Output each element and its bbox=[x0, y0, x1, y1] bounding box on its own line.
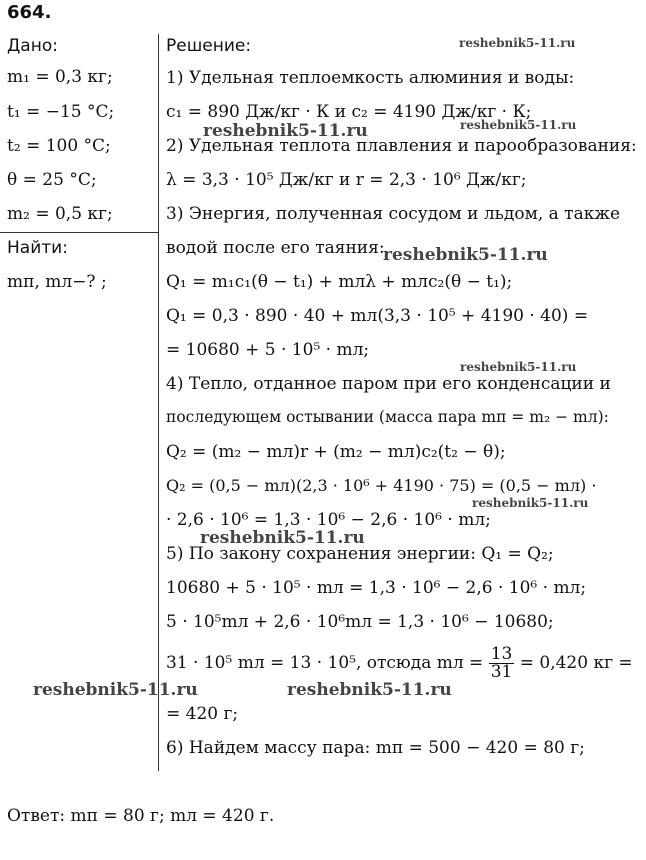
watermark: reshebnik5-11.ru bbox=[200, 528, 365, 548]
solution-line: c₁ = 890 Дж/кг · К и c₂ = 4190 Дж/кг · К; bbox=[166, 102, 532, 122]
solution-line: = 10680 + 5 · 10⁵ · mл; bbox=[166, 340, 370, 360]
given-item: t₂ = 100 °C; bbox=[7, 136, 111, 156]
solution-line: Q₂ = (0,5 − mл)(2,3 · 10⁶ + 4190 · 75) = (0,5 − mл) · bbox=[166, 476, 597, 495]
solution-line: последующем остывании (масса пара mп = m₂ − mл): bbox=[166, 408, 609, 426]
watermark: reshebnik5-11.ru bbox=[33, 680, 198, 700]
watermark: reshebnik5-11.ru bbox=[383, 245, 548, 265]
solution-line: 1) Удельная теплоемкость алюминия и воды: bbox=[166, 68, 575, 88]
find-value: mп, mл−? ; bbox=[7, 272, 107, 292]
fraction-suffix: = 0,420 кг = bbox=[514, 653, 633, 673]
fraction-denominator: 31 bbox=[490, 662, 513, 682]
solution-line: Q₁ = 0,3 · 890 · 40 + mл(3,3 · 10⁵ + 4190 · 40) = bbox=[166, 306, 589, 326]
fraction-prefix: 31 · 10⁵ mл = 13 · 10⁵, отсюда mл = bbox=[166, 653, 489, 673]
column-divider bbox=[158, 34, 159, 771]
solution-line: = 420 г; bbox=[166, 704, 239, 724]
answer-line: Ответ: mп = 80 г; mл = 420 г. bbox=[7, 806, 275, 826]
fraction bbox=[489, 646, 515, 681]
solution-line: 5 · 10⁵mл + 2,6 · 10⁶mл = 1,3 · 10⁶ − 10680; bbox=[166, 612, 554, 632]
given-item: m₁ = 0,3 кг; bbox=[7, 67, 113, 87]
given-item: t₁ = −15 °C; bbox=[7, 102, 115, 122]
solution-line: · 2,6 · 10⁶ = 1,3 · 10⁶ − 2,6 · 10⁶ · mл; bbox=[166, 510, 491, 530]
watermark: reshebnik5-11.ru bbox=[287, 680, 452, 700]
solution-line: 2) Удельная теплота плавления и парообразования: bbox=[166, 136, 637, 156]
watermark: reshebnik5-11.ru bbox=[460, 360, 577, 374]
solution-line: Q₁ = m₁c₁(θ − t₁) + mлλ + mлc₂(θ − t₁); bbox=[166, 272, 513, 292]
problem-number: 664. bbox=[7, 2, 52, 23]
given-find-divider bbox=[0, 232, 158, 233]
watermark: reshebnik5-11.ru bbox=[472, 496, 589, 510]
watermark: reshebnik5-11.ru bbox=[459, 36, 576, 50]
solution-line: 3) Энергия, полученная сосудом и льдом, а также bbox=[166, 204, 621, 224]
solution-line: 4) Тепло, отданное паром при его конденсации и bbox=[166, 374, 611, 394]
watermark: reshebnik5-11.ru bbox=[460, 118, 577, 132]
watermark: reshebnik5-11.ru bbox=[203, 121, 368, 141]
given-title: Дано: bbox=[7, 36, 58, 56]
find-title: Найти: bbox=[7, 238, 68, 258]
given-item: θ = 25 °C; bbox=[7, 170, 97, 190]
solution-title: Решение: bbox=[166, 36, 252, 56]
fraction-numerator: 13 bbox=[490, 644, 513, 664]
solution-fraction-line bbox=[166, 646, 633, 681]
given-item: m₂ = 0,5 кг; bbox=[7, 204, 113, 224]
solution-line: водой после его таяния: bbox=[166, 238, 385, 258]
solution-line: λ = 3,3 · 10⁵ Дж/кг и r = 2,3 · 10⁶ Дж/кг; bbox=[166, 170, 527, 190]
solution-line: 10680 + 5 · 10⁵ · mл = 1,3 · 10⁶ − 2,6 · 10⁶ · mл; bbox=[166, 578, 587, 598]
solution-line: 6) Найдем массу пара: mп = 500 − 420 = 80 г; bbox=[166, 738, 585, 758]
solution-line: 5) По закону сохранения энергии: Q₁ = Q₂; bbox=[166, 544, 554, 564]
solution-line: Q₂ = (m₂ − mл)r + (m₂ − mл)c₂(t₂ − θ); bbox=[166, 442, 506, 462]
